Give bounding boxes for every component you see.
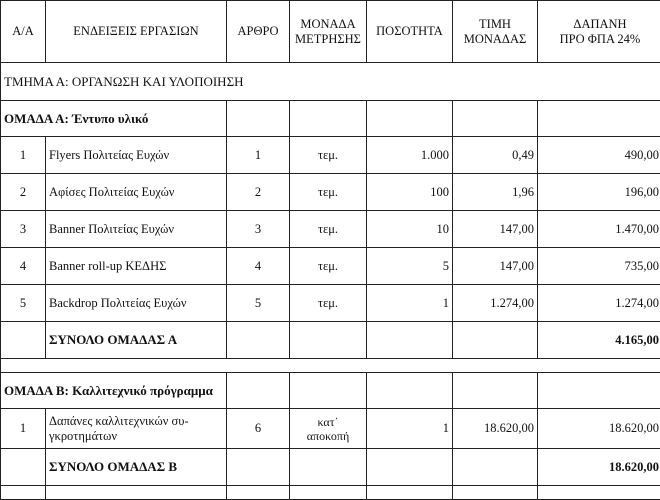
empty-cell bbox=[290, 373, 367, 409]
group-a-total-value: 4.165,00 bbox=[538, 322, 660, 359]
header-article: ΑΡΘΡΟ bbox=[227, 1, 290, 63]
group-title-row bbox=[1, 101, 660, 137]
empty-cell bbox=[538, 373, 660, 409]
empty-cell bbox=[367, 449, 453, 486]
row-unit-line1: κατ΄ bbox=[317, 415, 338, 429]
header-cost bbox=[538, 1, 660, 63]
row-unit-line2: αποκοπή bbox=[307, 429, 349, 443]
group-b-total-value: 18.620,00 bbox=[538, 449, 660, 486]
table-row bbox=[1, 211, 660, 248]
spacer-row bbox=[1, 359, 660, 373]
row-cost: 18.620,00 bbox=[538, 409, 660, 449]
header-quantity: ΠΟΣΟΤΗΤΑ bbox=[367, 1, 453, 63]
row-description: Backdrop Πολιτείας Ευχών bbox=[46, 285, 227, 322]
row-article: 1 bbox=[227, 137, 290, 174]
empty-cell bbox=[290, 322, 367, 359]
table-header-row bbox=[1, 1, 660, 63]
row-description: Αφίσες Πολιτείας Ευχών bbox=[46, 174, 227, 211]
table-row bbox=[1, 174, 660, 211]
empty-cell bbox=[453, 322, 538, 359]
row-unit: τεμ. bbox=[290, 174, 367, 211]
row-cost: 196,00 bbox=[538, 174, 660, 211]
empty-cell bbox=[453, 486, 538, 500]
empty-cell bbox=[1, 449, 46, 486]
group-title-row bbox=[1, 373, 660, 409]
group-a-total-label: ΣΥΝΟΛΟ ΟΜΑΔΑΣ Α bbox=[46, 322, 227, 359]
empty-cell bbox=[367, 486, 453, 500]
group-total-row bbox=[1, 322, 660, 359]
header-cost-line2: ΠΡΟ ΦΠΑ 24% bbox=[560, 32, 641, 46]
group-b-total-label: ΣΥΝΟΛΟ ΟΜΑΔΑΣ Β bbox=[46, 449, 227, 486]
section-row bbox=[1, 63, 660, 101]
row-unit-price: 18.620,00 bbox=[453, 409, 538, 449]
table-row bbox=[1, 486, 660, 500]
row-article: 5 bbox=[227, 285, 290, 322]
row-article: 4 bbox=[227, 248, 290, 285]
empty-cell bbox=[538, 486, 660, 500]
section-title: ΤΜΗΜΑ Α: ΟΡΓΑΝΩΣΗ ΚΑΙ ΥΛΟΠΟΙΗΣΗ bbox=[1, 63, 660, 101]
empty-cell bbox=[1, 322, 46, 359]
row-unit: τεμ. bbox=[290, 285, 367, 322]
row-unit-price: 1.274,00 bbox=[453, 285, 538, 322]
header-price bbox=[453, 1, 538, 63]
row-quantity: 100 bbox=[367, 174, 453, 211]
row-quantity: 5 bbox=[367, 248, 453, 285]
group-total-row bbox=[1, 449, 660, 486]
row-article: 3 bbox=[227, 211, 290, 248]
empty-cell bbox=[453, 101, 538, 137]
row-unit-price: 147,00 bbox=[453, 248, 538, 285]
header-unit-line1: ΜΟΝΑΔΑ bbox=[300, 17, 355, 31]
header-price-line1: ΤΙΜΗ bbox=[479, 17, 511, 31]
empty-cell bbox=[227, 373, 290, 409]
row-quantity: 1 bbox=[367, 285, 453, 322]
row-number: 3 bbox=[1, 211, 46, 248]
group-a-title: ΟΜΑΔΑ Α: Έντυπο υλικό bbox=[1, 101, 227, 137]
row-quantity: 1 bbox=[367, 409, 453, 449]
table-row bbox=[1, 285, 660, 322]
table-row bbox=[1, 248, 660, 285]
row-number: 5 bbox=[1, 285, 46, 322]
row-unit bbox=[290, 409, 367, 449]
empty-cell bbox=[227, 449, 290, 486]
row-unit-price: 0,49 bbox=[453, 137, 538, 174]
row-unit: τεμ. bbox=[290, 248, 367, 285]
row-description: Banner Πολιτείας Ευχών bbox=[46, 211, 227, 248]
empty-cell bbox=[367, 373, 453, 409]
row-cost: 1.274,00 bbox=[538, 285, 660, 322]
row-unit: τεμ. bbox=[290, 137, 367, 174]
row-number: 1 bbox=[1, 137, 46, 174]
spacer-cell bbox=[1, 359, 660, 373]
row-description: Flyers Πολιτείας Ευχών bbox=[46, 137, 227, 174]
empty-cell bbox=[1, 486, 46, 500]
row-number: 2 bbox=[1, 174, 46, 211]
row-article: 6 bbox=[227, 409, 290, 449]
empty-cell bbox=[290, 486, 367, 500]
empty-cell bbox=[290, 101, 367, 137]
row-description-line2: γκροτημάτων bbox=[49, 429, 117, 443]
empty-cell bbox=[227, 101, 290, 137]
empty-cell bbox=[367, 322, 453, 359]
table-row bbox=[1, 137, 660, 174]
row-cost: 1.470,00 bbox=[538, 211, 660, 248]
header-unit bbox=[290, 1, 367, 63]
group-b-title: ΟΜΑΔΑ Β: Καλλιτεχνικό πρόγραμμα bbox=[1, 373, 227, 409]
table-row bbox=[1, 409, 660, 449]
empty-cell bbox=[227, 486, 290, 500]
header-aa: Α/Α bbox=[1, 1, 46, 63]
empty-cell bbox=[290, 449, 367, 486]
empty-cell bbox=[453, 373, 538, 409]
header-price-line2: ΜΟΝΑΔΑΣ bbox=[464, 32, 527, 46]
row-cost: 490,00 bbox=[538, 137, 660, 174]
row-article: 2 bbox=[227, 174, 290, 211]
row-quantity: 1.000 bbox=[367, 137, 453, 174]
row-description-line1: Δαπάνες καλλιτεχνικών συ- bbox=[49, 414, 189, 428]
row-cost: 735,00 bbox=[538, 248, 660, 285]
row-quantity: 10 bbox=[367, 211, 453, 248]
empty-cell bbox=[538, 101, 660, 137]
header-unit-line2: ΜΕΤΡΗΣΗΣ bbox=[295, 32, 361, 46]
header-tasks: ΕΝΔΕΙΞΕΙΣ ΕΡΓΑΣΙΩΝ bbox=[46, 1, 227, 63]
row-number: 4 bbox=[1, 248, 46, 285]
row-description bbox=[46, 409, 227, 449]
row-unit: τεμ. bbox=[290, 211, 367, 248]
row-description: Banner roll-up ΚΕΔΗΣ bbox=[46, 248, 227, 285]
empty-cell bbox=[227, 322, 290, 359]
row-unit-price: 1,96 bbox=[453, 174, 538, 211]
row-number: 1 bbox=[1, 409, 46, 449]
empty-cell bbox=[46, 486, 227, 500]
empty-cell bbox=[453, 449, 538, 486]
header-cost-line1: ΔΑΠΑΝΗ bbox=[573, 17, 626, 31]
row-unit-price: 147,00 bbox=[453, 211, 538, 248]
empty-cell bbox=[367, 101, 453, 137]
